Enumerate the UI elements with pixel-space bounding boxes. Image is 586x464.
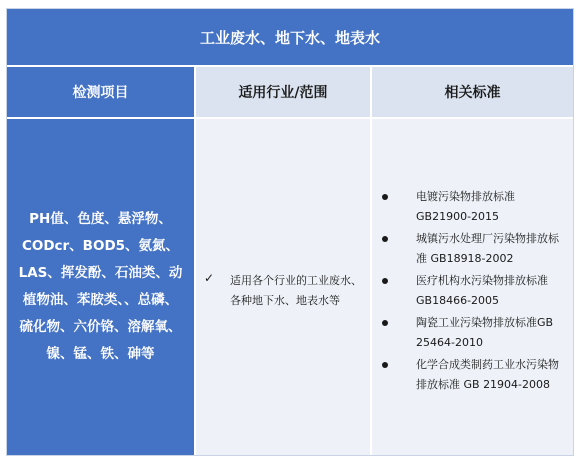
- bullet-icon: [382, 320, 388, 326]
- list-item: [382, 271, 568, 311]
- list-item: [382, 229, 568, 269]
- bullet-icon: [382, 278, 388, 284]
- bullet-icon: [382, 362, 388, 368]
- test-items-text: [19, 206, 183, 368]
- standards-list: [382, 187, 568, 397]
- bullet-icon: [382, 194, 388, 200]
- test-items-cell: [7, 119, 194, 455]
- test-items-line: PH值、色度、悬浮物、: [29, 211, 172, 227]
- standard-text: 电镀污染物排放标准 GB21900-2015: [416, 190, 515, 223]
- standard-text: 医疗机构水污染物排放标准 GB18466-2005: [416, 274, 548, 307]
- test-items-line: CODcr、BOD5、氨氮、: [21, 238, 180, 254]
- scope-cell: [196, 119, 370, 455]
- list-item: [382, 355, 568, 395]
- standard-text: 化学合成类制药工业水污染物排放标准 GB 21904-2008: [416, 358, 559, 391]
- test-items-line: 植物油、苯胺类、、总磷、: [22, 292, 179, 308]
- header-standards: 相关标准: [372, 67, 573, 117]
- standard-text: 城镇污水处理厂污染物排放标准 GB18918-2002: [416, 232, 559, 265]
- standards-cell: [372, 119, 573, 455]
- bullet-icon: [382, 236, 388, 242]
- test-items-line: LAS、挥发酚、石油类、动: [18, 265, 183, 281]
- list-item: [382, 187, 568, 227]
- standard-text: 陶瓷工业污染物排放标准GB 25464-2010: [416, 316, 554, 349]
- header-scope: 适用行业/范围: [196, 67, 370, 117]
- table-title: 工业废水、地下水、地表水: [7, 9, 573, 65]
- standards-table: [6, 8, 574, 456]
- list-item: [382, 313, 568, 353]
- test-items-line: 镍、锰、铁、砷等: [46, 346, 155, 362]
- test-items-line: 硫化物、六价铬、溶解氧、: [19, 319, 182, 335]
- scope-text: 适用各个行业的工业废水、各种地下水、地表水等: [230, 274, 362, 307]
- checkmark-icon: ✓: [204, 271, 215, 285]
- header-test-items: 检测项目: [7, 67, 194, 117]
